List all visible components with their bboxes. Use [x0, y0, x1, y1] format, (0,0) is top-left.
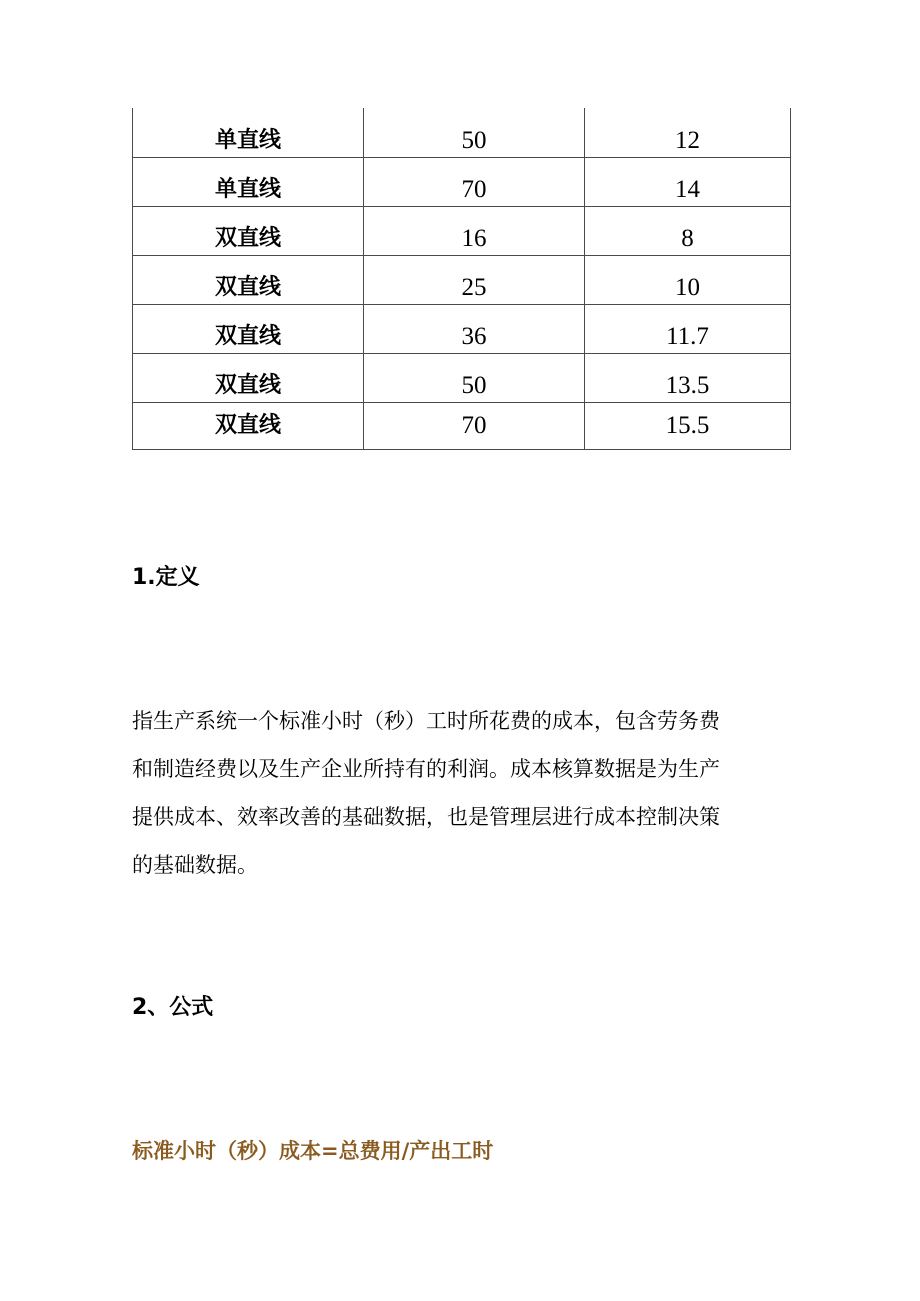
- table-cell-type: 双直线: [133, 207, 364, 256]
- table-row: [133, 108, 791, 158]
- paragraph-line: 和制造经费以及生产企业所持有的利润。成本核算数据是为生产: [132, 757, 720, 781]
- table-row: [133, 158, 791, 207]
- paragraph-line: 提供成本、效率改善的基础数据，也是管理层进行成本控制决策: [132, 805, 720, 829]
- table-cell-value-2: 13.5: [585, 354, 791, 403]
- table-cell-type: 双直线: [133, 256, 364, 305]
- table-cell-value-2: 10: [585, 256, 791, 305]
- paragraph-line: 指生产系统一个标准小时（秒）工时所花费的成本，包含劳务费: [132, 709, 720, 733]
- table-cell-value-1: 25: [364, 256, 585, 305]
- table-cell-value-1: 50: [364, 108, 585, 158]
- table-cell-value-2: 14: [585, 158, 791, 207]
- table-cell-type: 单直线: [133, 108, 364, 158]
- table-cell-type: 单直线: [133, 158, 364, 207]
- table-row: [133, 207, 791, 256]
- table-cell-value-2: 15.5: [585, 403, 791, 450]
- table-cell-value-1: 16: [364, 207, 585, 256]
- table-row: [133, 403, 791, 450]
- table-row: [133, 354, 791, 403]
- table-row: [133, 256, 791, 305]
- table-cell-value-1: 50: [364, 354, 585, 403]
- table-cell-type: 双直线: [133, 354, 364, 403]
- paragraph-line: 的基础数据。: [132, 853, 258, 877]
- section-heading-formula: 2、公式: [132, 995, 214, 1020]
- data-table-container: [132, 108, 790, 454]
- table-cell-value-2: 8: [585, 207, 791, 256]
- section-heading-definition: 1.定义: [132, 565, 200, 590]
- formula-text: 标准小时（秒）成本=总费用/产出工时: [132, 1139, 494, 1163]
- table-cell-value-1: 70: [364, 403, 585, 450]
- table-cell-type: 双直线: [133, 403, 364, 450]
- definition-paragraph: [132, 697, 812, 889]
- table-cell-value-1: 36: [364, 305, 585, 354]
- table-cell-value-1: 70: [364, 158, 585, 207]
- table-cell-value-2: 11.7: [585, 305, 791, 354]
- data-table: [132, 108, 791, 450]
- table-cell-type: 双直线: [133, 305, 364, 354]
- table-row: [133, 305, 791, 354]
- table-cell-value-2: 12: [585, 108, 791, 158]
